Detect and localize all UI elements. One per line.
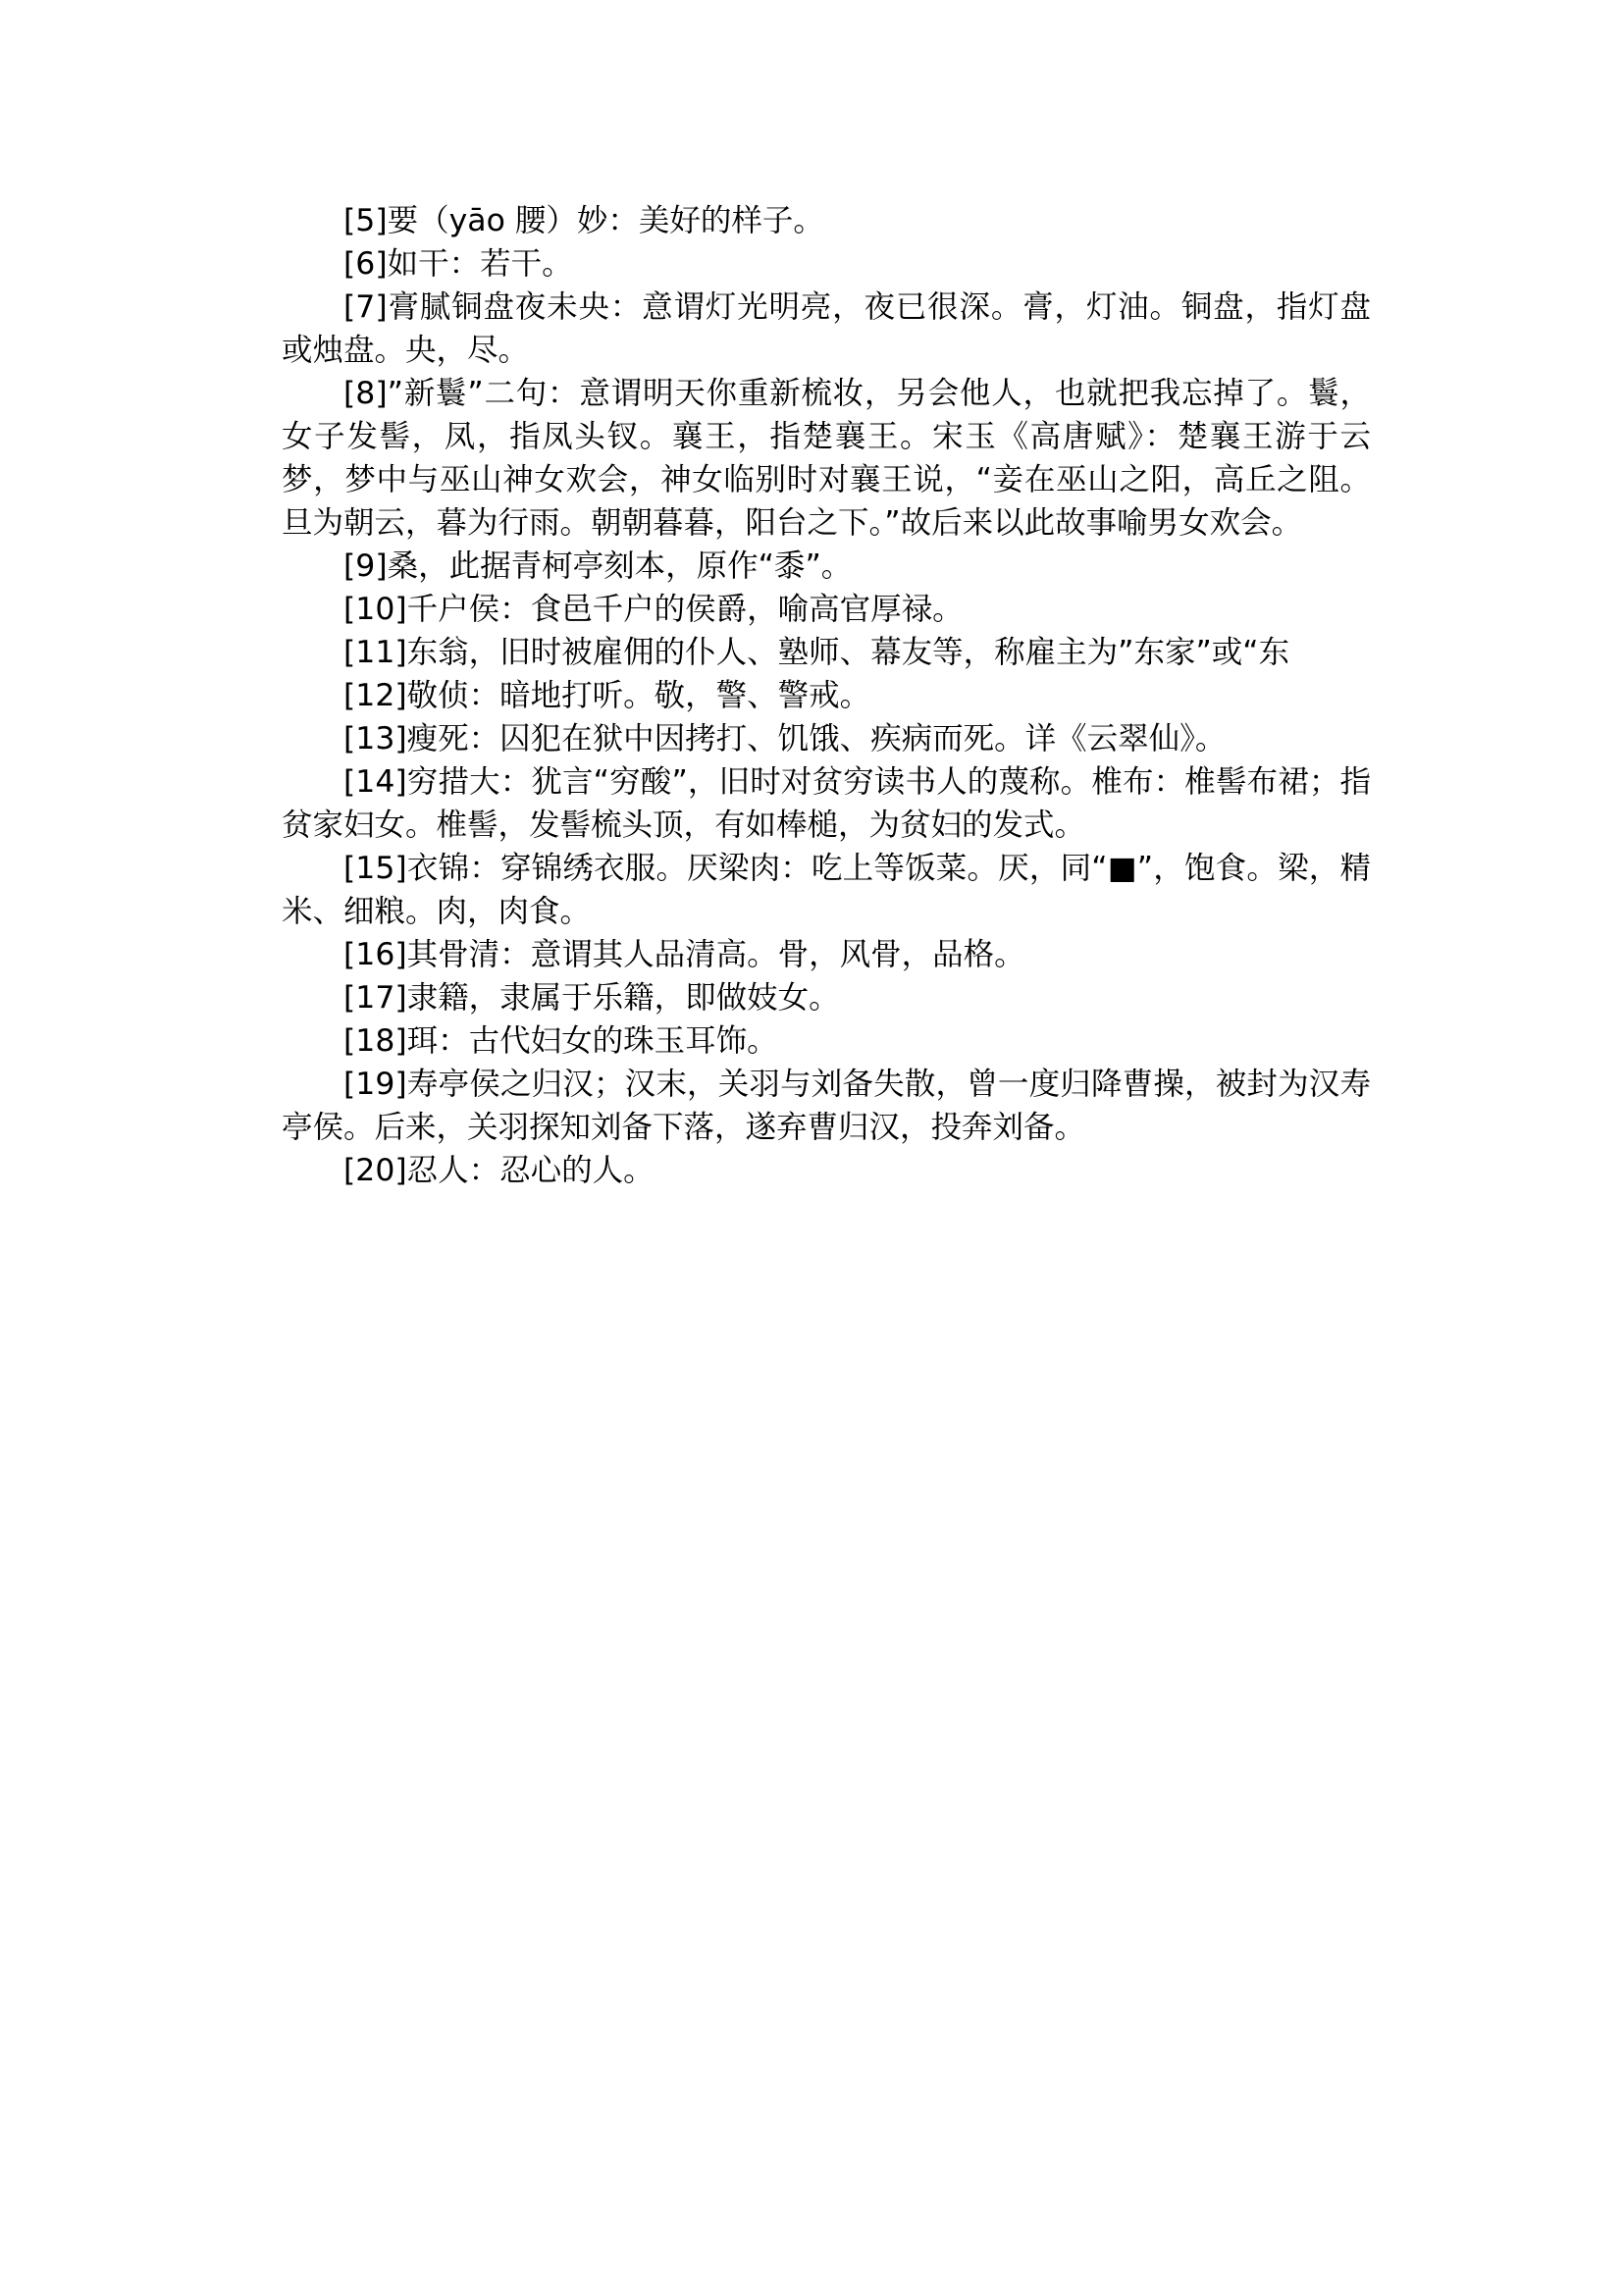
footnote-17: [17]隶籍，隶属于乐籍，即做妓女。 xyxy=(343,980,840,1016)
footnote-19: [19]寿亭侯之归汉；汉末，关羽与刘备失散，曾一度归降曹操，被封为汉寿亭侯。后来，关羽探知刘备下落，遂弃曹归汉，投奔刘备。 xyxy=(282,1067,1371,1145)
footnote-11: [11]东翁，旧时被雇佣的仆人、塾师、幕友等，称雇主为”东家”或“东 xyxy=(343,635,1290,670)
footnote-16: [16]其骨清：意谓其人品清高。骨，风骨，品格。 xyxy=(343,937,1025,972)
footnote-6: [6]如干：若干。 xyxy=(343,246,573,282)
footnote-12: [12]敬侦：暗地打听。敬，警、警戒。 xyxy=(343,678,871,713)
footnote-18: [18]珥：古代妇女的珠玉耳饰。 xyxy=(343,1023,778,1059)
footnote-9: [9]桑，此据青柯亭刻本，原作“黍”。 xyxy=(343,548,853,584)
footnotes-list xyxy=(282,199,1371,1192)
footnote-5: [5]要（yāo 腰）妙：美好的样子。 xyxy=(343,203,824,238)
footnote-13: [13]瘦死：囚犯在狱中因拷打、饥饿、疾病而死。详《云翠仙》。 xyxy=(343,721,1227,756)
footnote-15: [15]衣锦：穿锦绣衣服。厌梁肉：吃上等饭菜。厌，同“■”，饱食。梁，精米、细粮。肉，肉食。 xyxy=(282,851,1371,929)
footnote-8: [8]”新鬟”二句：意谓明天你重新梳妆，另会他人，也就把我忘掉了。鬟，女子发髻，凤，指凤头钗。襄王，指楚襄王。宋玉《高唐赋》：楚襄王游于云梦，梦中与巫山神女欢会，神女临别时对襄王说，“妾在巫山之阳，高丘之阻。旦为朝云，暮为行雨。朝朝暮暮，阳台之下。”故后来以此故事喻男女欢会。 xyxy=(282,376,1371,541)
footnote-20: [20]忍人：忍心的人。 xyxy=(343,1153,655,1188)
footnote-10: [10]千户侯：食邑千户的侯爵，喻高官厚禄。 xyxy=(343,592,964,627)
footnote-14: [14]穷措大：犹言“穷酸”，旧时对贫穷读书人的蔑称。椎布：椎髻布裙；指贫家妇女。椎髻，发髻梳头顶，有如棒槌，为贫妇的发式。 xyxy=(282,764,1371,843)
footnote-7: [7]膏腻铜盘夜未央：意谓灯光明亮，夜已很深。膏，灯油。铜盘，指灯盘或烛盘。央，尽。 xyxy=(282,289,1371,368)
